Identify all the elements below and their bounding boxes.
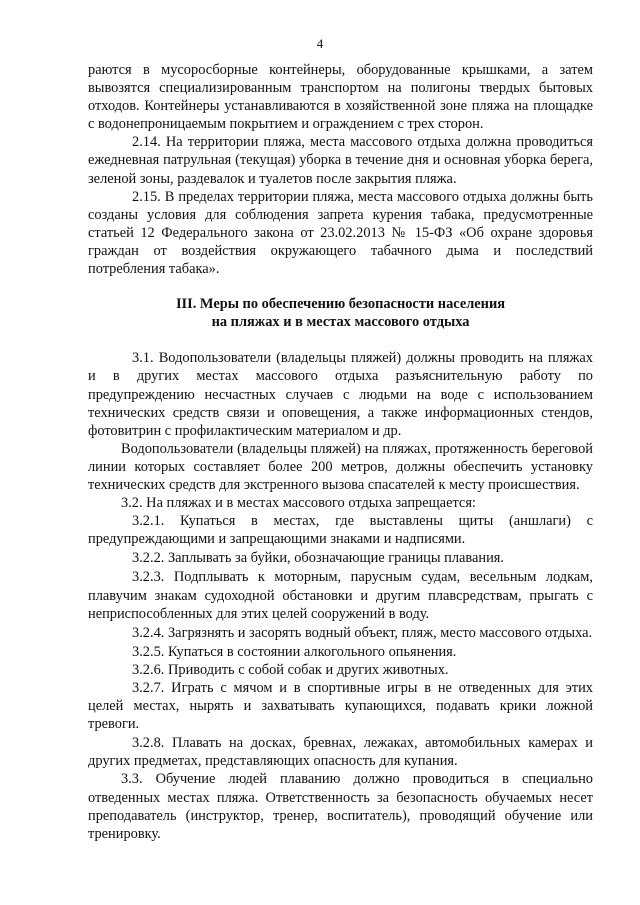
paragraph-3-2-2: 3.2.2. Заплывать за буйки, обозначающие границы плавания.: [132, 550, 505, 567]
paragraph-3-2: 3.2. На пляжах и в местах массового отдыха запрещается:: [121, 495, 476, 512]
page-number: 4: [316, 36, 324, 51]
paragraph-3-2-6: 3.2.6. Приводить с собой собак и других животных.: [132, 661, 449, 678]
section-heading-line-2: на пляжах и в местах массового отдыха: [211, 314, 470, 331]
paragraph-3-3: 3.3. Обучение людей плаванию должно проводиться в специально отведенных местах пляжа. Ответственность за безопасность обучаемых несет преподаватель (инструктор, тренер, воспитатель), проводящий обучение или тренировку.: [88, 771, 593, 842]
paragraph-3-2-1: 3.2.1. Купаться в местах, где выставлены щиты (аншлаги) с предупреждающими и запрещающими знаками и надписями.: [88, 513, 593, 548]
paragraph-2-14: 2.14. На территории пляжа, места массового отдыха должна проводиться ежедневная патрульная (текущая) уборка в течение дня и основная уборка берега, зеленой зоны, раздевалок и туалетов после закрытия пляжа.: [88, 134, 593, 187]
paragraph-3-2-5: 3.2.5. Купаться в состоянии алкогольного опьянения.: [132, 643, 457, 660]
paragraph-3-2-4: 3.2.4. Загрязнять и засорять водный объект, пляж, место массового отдыха.: [132, 624, 593, 641]
section-heading-line-1: III. Меры по обеспечению безопасности населения: [175, 296, 506, 313]
paragraph-3-2-7: 3.2.7. Играть с мячом и в спортивные игры в не отведенных для этих целей местах, нырять и захватывать купающихся, подавать крики ложной тревоги.: [88, 680, 593, 733]
paragraph-continuation: раются в мусоросборные контейнеры, оборудованные крышками, а затем вывозятся специализированным транспортом на полигоны твердых бытовых отходов. Контейнеры устанавливаются в хозяйственной зоне пляжа на площадке с водонепроницаемым покрытием и ограждением с трех сторон.: [88, 62, 593, 133]
paragraph-3-2-8: 3.2.8. Плавать на досках, бревнах, лежаках, автомобильных камерах и других предметах, представляющих опасность для купания.: [88, 735, 593, 770]
document-body: [88, 61, 593, 843]
paragraph-3-1-b: Водопользователи (владельцы пляжей) на пляжах, протяженность береговой линии которых составляет более 200 метров, должны обеспечить установку технических средств для экстренного вызова спасателей к месту происшествия.: [88, 440, 593, 493]
paragraph-2-15: 2.15. В пределах территории пляжа, места массового отдыха должны быть созданы условия для соблюдения запрета курения табака, предусмотренные статьей 12 Федерального закона от 23.02.2013 № 15-ФЗ «Об охране здоровья граждан от воздействия окружающего табачного дыма и последствий потребления табака».: [88, 188, 593, 278]
section-heading: [88, 295, 593, 331]
paragraph-3-1: 3.1. Водопользователи (владельцы пляжей) должны проводить на пляжах и в других местах массового отдыха разъяснительную работу по предупреждению несчастных случаев с людьми на воде с использованием технических средств связи и оповещения, а также информационных стендов, фотовитрин с профилактическим материалом и др.: [88, 350, 593, 439]
paragraph-3-2-3: 3.2.3. Подплывать к моторным, парусным судам, весельным лодкам, плавучим знакам судоходной обстановки и другим плавсредствам, прыгать с неприспособленных для этих целей сооружений в воду.: [88, 569, 593, 622]
